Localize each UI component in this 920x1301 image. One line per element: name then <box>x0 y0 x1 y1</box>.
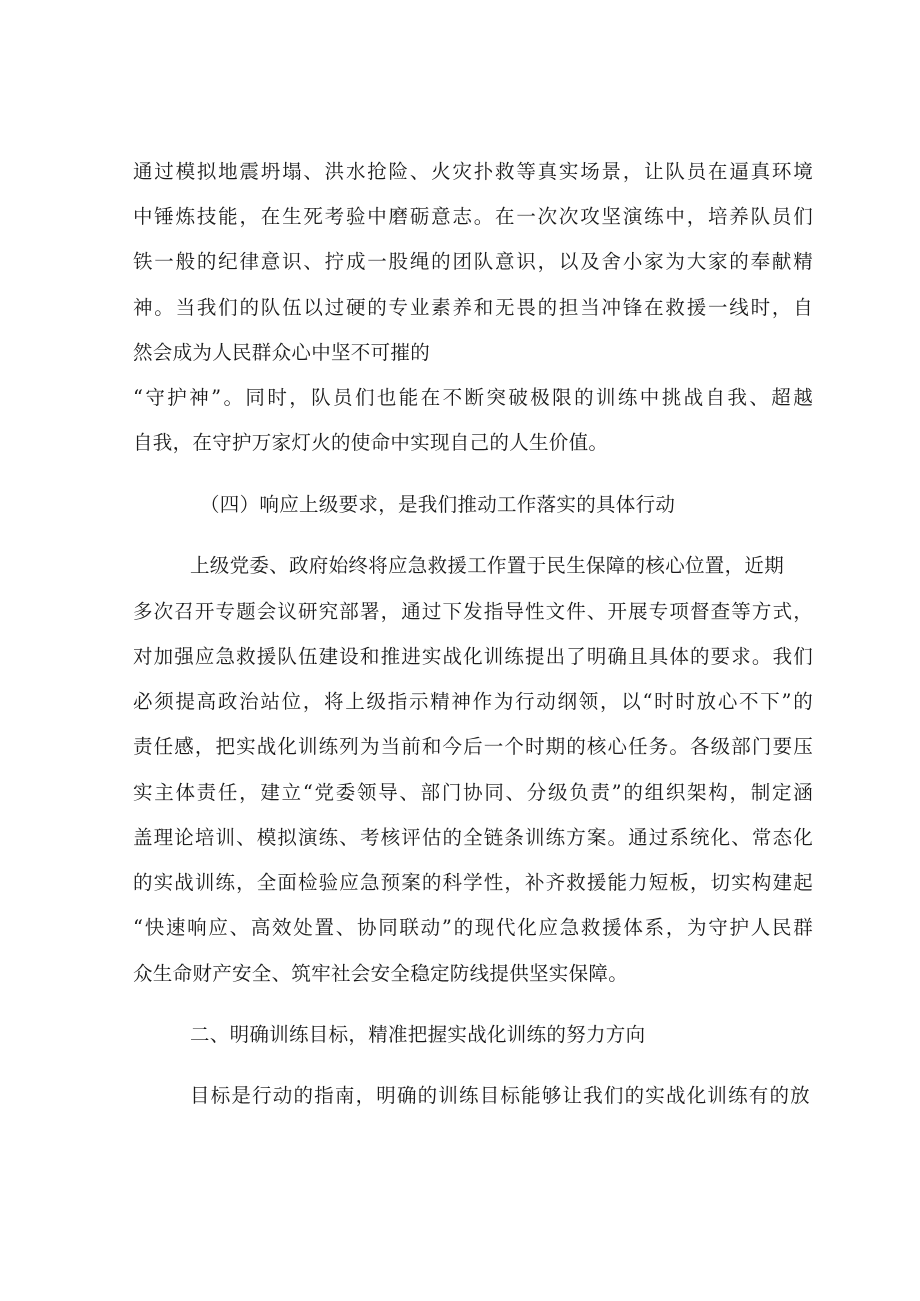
paragraph-line: 实主体责任，建立“党委领导、部门协同、分级负责”的组织架构，制定涵 <box>133 781 813 804</box>
paragraph-line: 通过模拟地震坍塌、洪水抢险、火灾扑救等真实场景，让队员在逼真环境 <box>133 160 813 183</box>
paragraph-line: 上级党委、政府始终将应急救援工作置于民生保障的核心位置，近期 <box>190 554 785 577</box>
paragraph-line: 的实战训练，全面检验应急预案的科学性，补齐救援能力短板，切实构建起 <box>133 871 813 894</box>
section-heading-4: （四）响应上级要求，是我们推动工作落实的具体行动 <box>200 493 676 516</box>
paragraph-line: 中锤炼技能，在生死考验中磨砺意志。在一次次攻坚演练中，培养队员们 <box>133 205 813 228</box>
paragraph-line: 必须提高政治站位，将上级指示精神作为行动纲领，以“时时放心不下”的 <box>133 690 813 713</box>
paragraph-line: 神。当我们的队伍以过硬的专业素养和无畏的担当冲锋在救援一线时，自 <box>133 296 813 319</box>
paragraph-line: “守护神”。同时，队员们也能在不断突破极限的训练中挑战自我、超越 <box>133 386 813 409</box>
paragraph-line: 目标是行动的指南，明确的训练目标能够让我们的实战化训练有的放 <box>190 1084 810 1107</box>
paragraph-line: 对加强应急救援队伍建设和推进实战化训练提出了明确且具体的要求。我们 <box>133 645 813 668</box>
paragraph-line: 铁一般的纪律意识、拧成一股绳的团队意识，以及舍小家为大家的奉献精 <box>133 250 813 273</box>
section-heading-2: 二、明确训练目标，精准把握实战化训练的努力方向 <box>190 1023 646 1046</box>
paragraph-line: 然会成为人民群众心中坚不可摧的 <box>133 341 431 364</box>
paragraph-line: 众生命财产安全、筑牢社会安全稳定防线提供坚实保障。 <box>133 962 629 985</box>
paragraph-line: 责任感，把实战化训练列为当前和今后一个时期的核心任务。各级部门要压 <box>133 735 813 758</box>
paragraph-line: “快速响应、高效处置、协同联动”的现代化应急救援体系，为守护人民群 <box>133 916 813 939</box>
paragraph-line: 自我，在守护万家灯火的使命中实现自己的人生价值。 <box>133 431 609 454</box>
paragraph-line: 多次召开专题会议研究部署，通过下发指导性文件、开展专项督查等方式， <box>133 600 813 623</box>
paragraph-line: 盖理论培训、模拟演练、考核评估的全链条训练方案。通过系统化、常态化 <box>133 826 813 849</box>
